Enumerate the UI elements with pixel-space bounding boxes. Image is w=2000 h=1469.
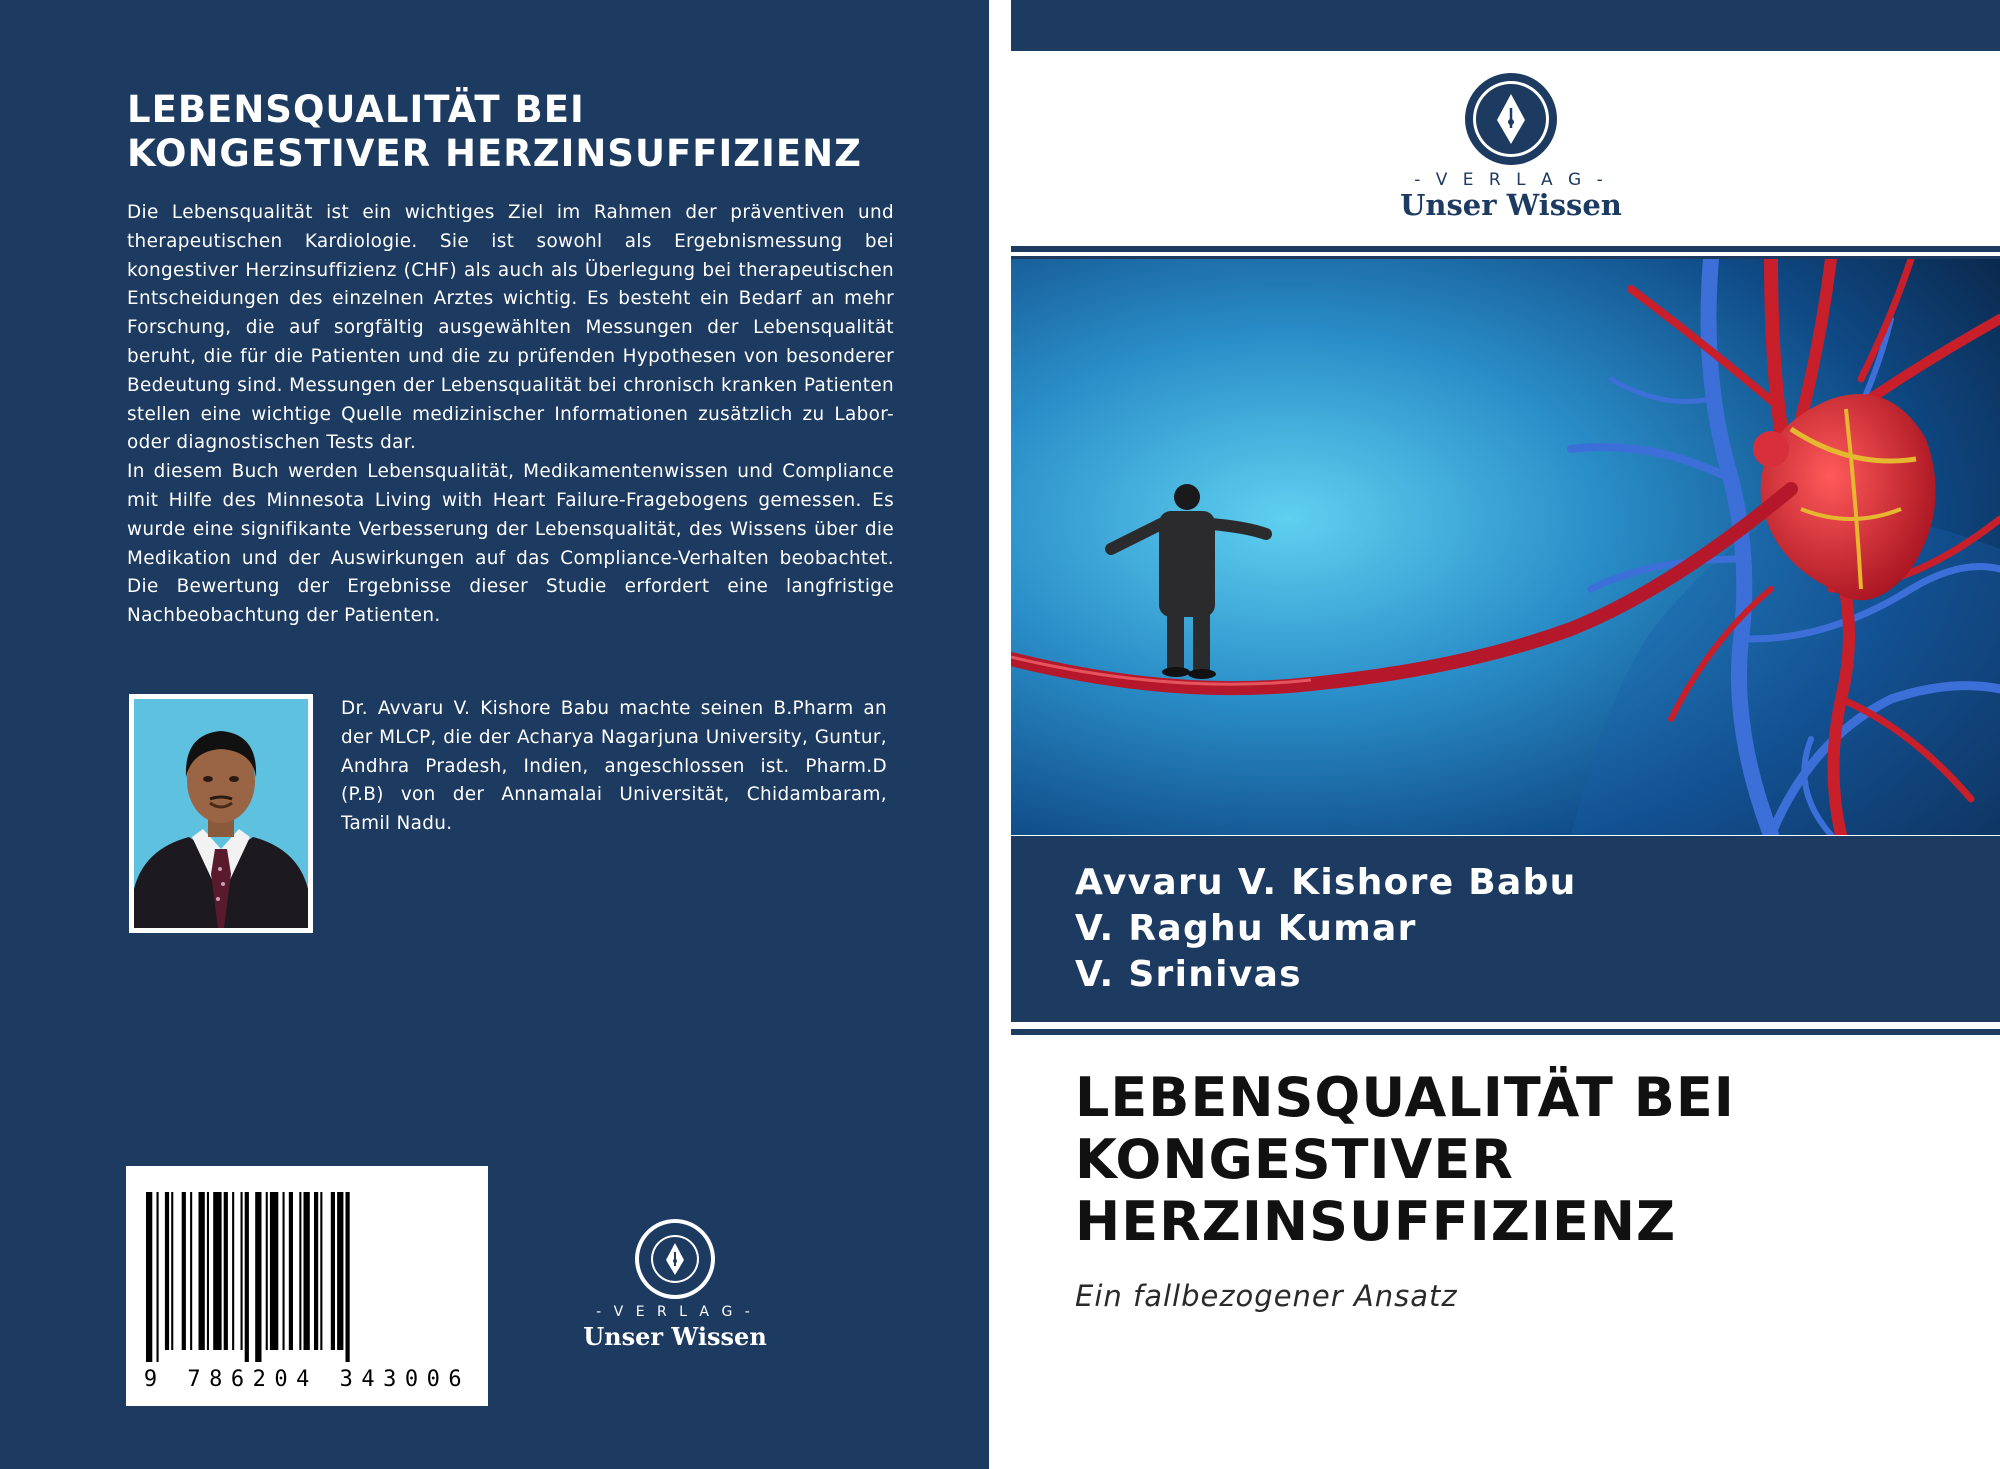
front-cover-title xyxy=(1075,1067,1975,1253)
barcode-bar xyxy=(314,1192,318,1350)
back-cover xyxy=(0,0,989,1469)
barcode-bar xyxy=(270,1192,278,1350)
barcode-bar xyxy=(255,1192,261,1362)
barcode-bar xyxy=(182,1192,186,1350)
back-publisher-logo xyxy=(560,1214,790,1354)
front-cover-subtitle: Ein fallbezogener Ansatz xyxy=(1075,1279,1458,1313)
barcode-bar xyxy=(266,1192,268,1350)
barcode-bar xyxy=(146,1192,152,1362)
front-verlag-tag: - V E R L A G - xyxy=(1414,170,1608,190)
barcode-bar xyxy=(289,1192,293,1350)
back-title-line-1: LEBENSQUALITÄT BEI xyxy=(127,88,585,131)
author-2: V. Raghu Kumar xyxy=(1075,908,1417,949)
back-title-line-2: KONGESTIVER HERZINSUFFIZIENZ xyxy=(127,132,862,175)
back-publisher-name: Unser Wissen xyxy=(583,1322,767,1351)
barcode-bar xyxy=(331,1192,335,1350)
barcode-bar xyxy=(224,1192,228,1350)
bottom-rule xyxy=(1011,1029,2000,1035)
heart-tightrope-illustration xyxy=(1011,259,2000,835)
isbn-number: 9 786204 343006 xyxy=(143,1367,471,1392)
blurb-paragraph-1: Die Lebensqualität ist ein wichtiges Ziel im Rahmen der präventiven und therapeutischen Kardiologie. Sie ist sowohl als Ergebnismessung bei kongestiver Herzinsuffizienz (CHF) als auch als Überlegung bei therapeutischen Entscheidungen des einzelnen Arztes wichtig. Es besteht ein Bedarf an mehr Forschung, die auf sorgfältig ausgewählten Messungen der Lebensqualität beruht, die für die Patienten und die zu prüfenden Hypothesen von besonderer Bedeutung sind. Messungen der Lebensqualität bei chronisch kranken Patienten stellen eine wichtige Quelle medizinischer Informationen zusätzlich zu Labor- oder diagnostischen Tests dar. xyxy=(127,202,894,454)
barcode-bar xyxy=(171,1192,173,1350)
blurb-paragraph-2: In diesem Buch werden Lebensqualität, Medikamentenwissen und Compliance mit Hilfe des Minnesota Living with Heart Failure-Fragebogens gemessen. Es wurde eine signifikante Verbesserung der Lebensqualität, des Wissens über die Medikation und der Auswirkungen auf das Compliance-Verhalten beobachtet. Die Bewertung der Ergebnisse dieser Studie erfordert eine langfristige Nachbeobachtung der Patienten. xyxy=(127,461,894,627)
authors-band xyxy=(1011,836,2000,1022)
front-cover xyxy=(1011,0,2000,1469)
author-1: Avvaru V. Kishore Babu xyxy=(1075,862,1577,903)
barcode-bar xyxy=(213,1192,221,1350)
author-bio: Dr. Avvaru V. Kishore Babu machte seinen B.Pharm an der MLCP, die der Acharya Nagarjuna University, Guntur, Andhra Pradesh, Indien, angeschlossen ist. Pharm.D (P.B) von der Annamalai Universität, Chidambaram, Tamil Nadu. xyxy=(341,698,887,835)
barcode-bar xyxy=(299,1192,301,1350)
barcode-bar xyxy=(346,1192,350,1362)
barcode-bar xyxy=(207,1192,209,1350)
isbn-barcode xyxy=(126,1166,488,1406)
front-publisher-logo xyxy=(1391,70,1631,230)
barcode-bar xyxy=(304,1192,310,1350)
author-photo xyxy=(129,694,313,933)
barcode-bar xyxy=(157,1192,159,1362)
cover-illustration xyxy=(1011,259,2000,835)
barcode-bar xyxy=(232,1192,234,1350)
front-title-line-2: KONGESTIVER xyxy=(1075,1128,1514,1191)
barcode-bar xyxy=(245,1192,249,1362)
barcode-bar xyxy=(165,1192,169,1350)
back-cover-blurb xyxy=(127,199,894,631)
barcode-bar xyxy=(337,1192,343,1350)
top-rule-thick xyxy=(1011,246,2000,252)
barcode-bar xyxy=(199,1192,205,1350)
author-3: V. Srinivas xyxy=(1075,954,1302,995)
barcode-bar xyxy=(283,1192,285,1350)
barcode-bar xyxy=(241,1192,243,1350)
spine-gap xyxy=(989,0,1011,1469)
barcode-bar xyxy=(190,1192,192,1350)
portrait-illustration xyxy=(134,699,308,928)
barcode-bar xyxy=(320,1192,322,1350)
front-top-bar xyxy=(1011,0,2000,51)
author-portrait-image xyxy=(134,699,308,928)
back-verlag-tag: - V E R L A G - xyxy=(596,1304,754,1320)
back-cover-title xyxy=(127,88,927,176)
front-publisher-name: Unser Wissen xyxy=(1400,188,1622,222)
publisher-seal-icon xyxy=(1391,70,1631,180)
front-title-line-1: LEBENSQUALITÄT BEI xyxy=(1075,1066,1735,1129)
front-title-line-3: HERZINSUFFIZIENZ xyxy=(1075,1190,1677,1253)
